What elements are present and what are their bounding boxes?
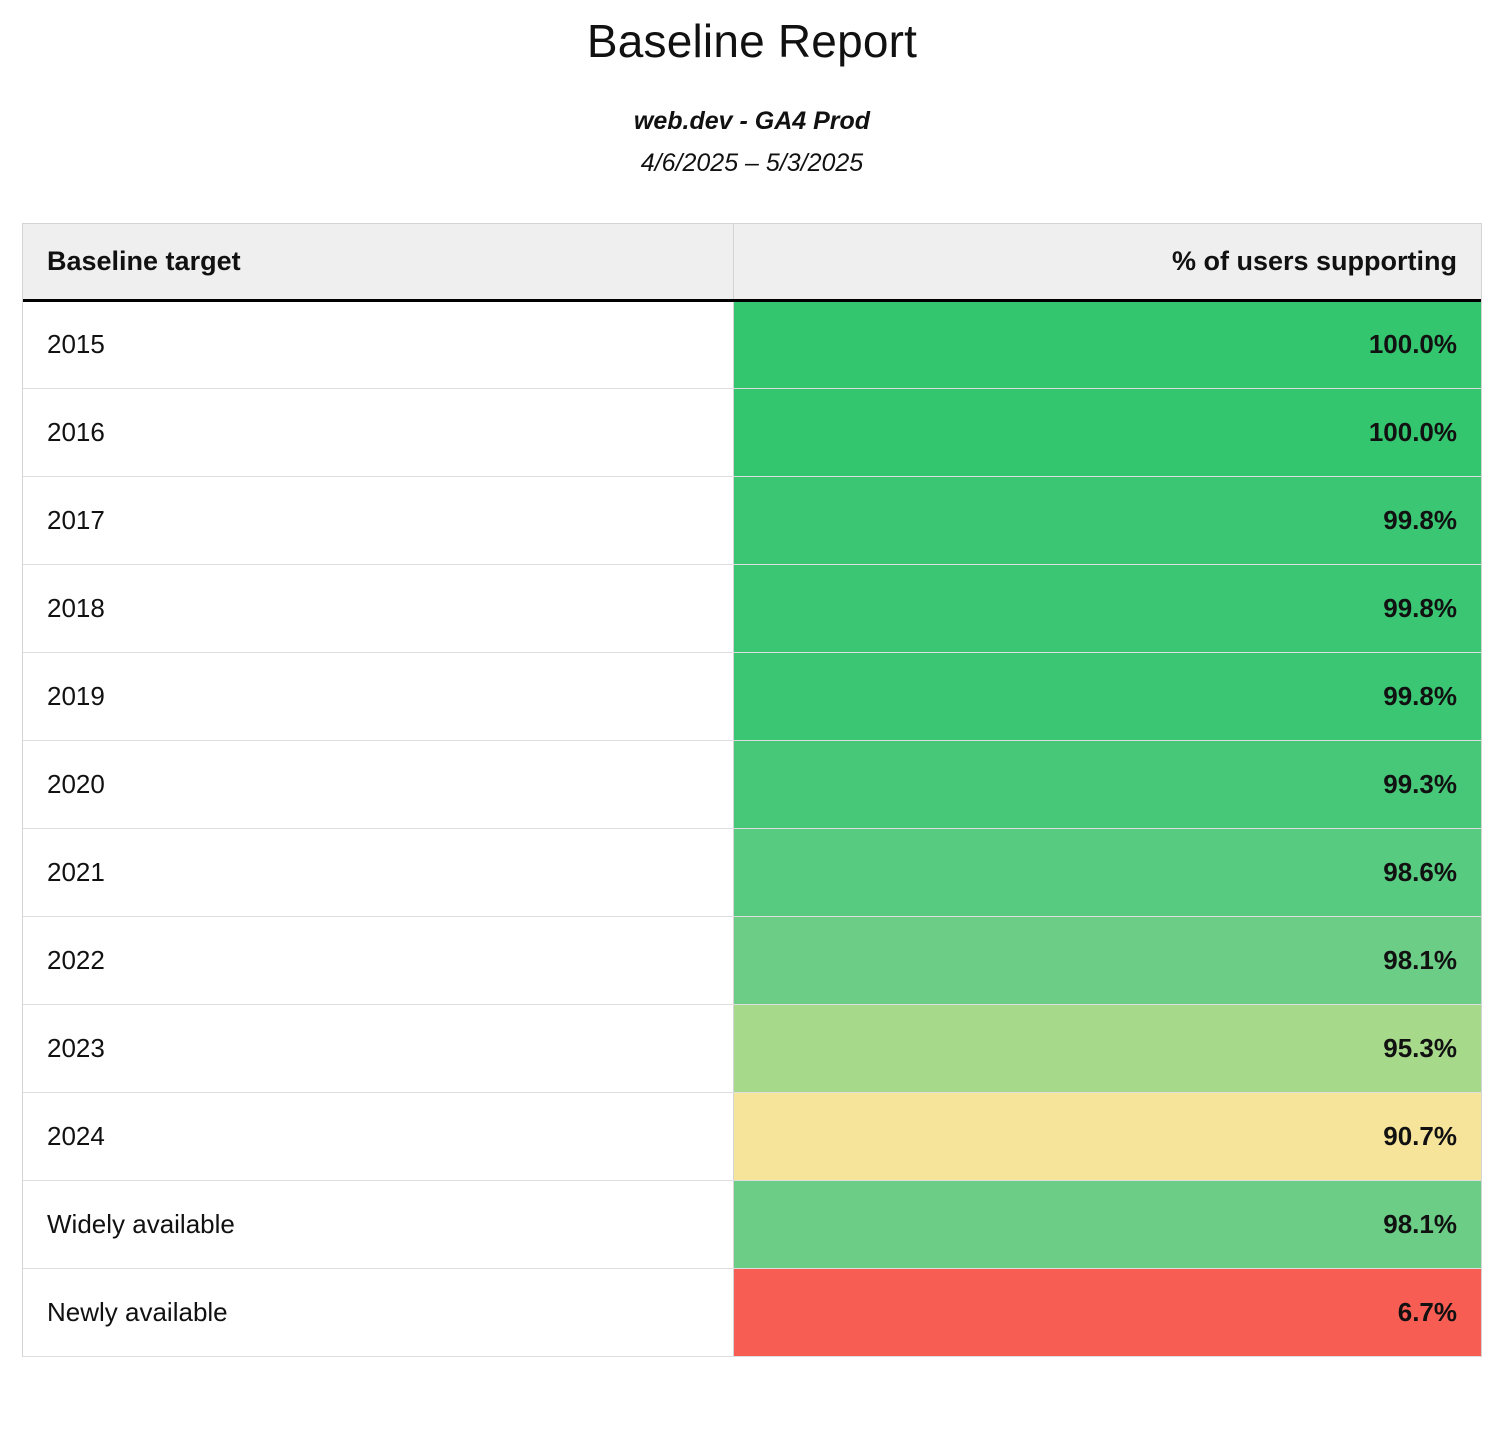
row-value-2020: 99.3% bbox=[733, 740, 1481, 828]
report-date-range: 4/6/2025 – 5/3/2025 bbox=[640, 148, 864, 177]
row-value-2022: 98.1% bbox=[733, 916, 1481, 1004]
table-row bbox=[23, 828, 1481, 916]
row-value-2019: 99.8% bbox=[733, 652, 1481, 740]
row-value-2021: 98.6% bbox=[733, 828, 1481, 916]
row-label-2015: 2015 bbox=[23, 300, 733, 388]
row-label-2018: 2018 bbox=[23, 564, 733, 652]
table-row bbox=[23, 1092, 1481, 1180]
baseline-table-wrapper bbox=[22, 223, 1482, 1357]
row-label-newly-available: Newly available bbox=[23, 1268, 733, 1356]
row-label-2019: 2019 bbox=[23, 652, 733, 740]
column-header-percent-users: % of users supporting bbox=[733, 224, 1481, 301]
table-header-row bbox=[23, 224, 1481, 301]
table-row bbox=[23, 1004, 1481, 1092]
table-row bbox=[23, 740, 1481, 828]
row-value-2016: 100.0% bbox=[733, 388, 1481, 476]
row-value-widely-available: 98.1% bbox=[733, 1180, 1481, 1268]
table-row bbox=[23, 1268, 1481, 1356]
row-value-2024: 90.7% bbox=[733, 1092, 1481, 1180]
row-value-2023: 95.3% bbox=[733, 1004, 1481, 1092]
table-row bbox=[23, 388, 1481, 476]
row-value-newly-available: 6.7% bbox=[733, 1268, 1481, 1356]
table-row bbox=[23, 476, 1481, 564]
row-label-2021: 2021 bbox=[23, 828, 733, 916]
report-source: web.dev - GA4 Prod bbox=[633, 107, 871, 136]
row-label-2023: 2023 bbox=[23, 1004, 733, 1092]
table-row bbox=[23, 564, 1481, 652]
report-subtitle bbox=[0, 105, 1504, 181]
baseline-report-page bbox=[0, 14, 1504, 1357]
page-title: Baseline Report bbox=[586, 15, 918, 67]
row-label-2016: 2016 bbox=[23, 388, 733, 476]
row-value-2017: 99.8% bbox=[733, 476, 1481, 564]
table-row bbox=[23, 1180, 1481, 1268]
row-label-2020: 2020 bbox=[23, 740, 733, 828]
row-label-2022: 2022 bbox=[23, 916, 733, 1004]
table-row bbox=[23, 652, 1481, 740]
column-header-baseline-target: Baseline target bbox=[23, 224, 733, 301]
table-row bbox=[23, 916, 1481, 1004]
table-row bbox=[23, 300, 1481, 388]
row-label-widely-available: Widely available bbox=[23, 1180, 733, 1268]
row-value-2015: 100.0% bbox=[733, 300, 1481, 388]
baseline-table bbox=[23, 224, 1481, 1357]
row-label-2024: 2024 bbox=[23, 1092, 733, 1180]
row-value-2018: 99.8% bbox=[733, 564, 1481, 652]
row-label-2017: 2017 bbox=[23, 476, 733, 564]
table-body bbox=[23, 300, 1481, 1356]
table-header bbox=[23, 224, 1481, 301]
